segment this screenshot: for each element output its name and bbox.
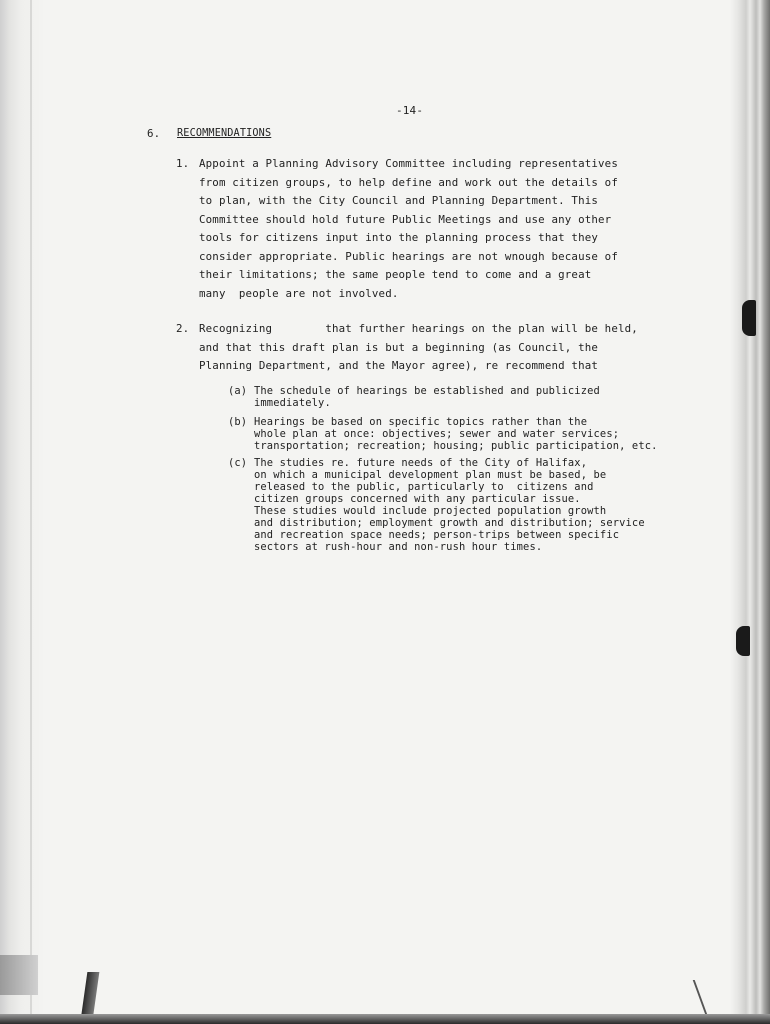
item-1-line: many people are not involved. (199, 286, 399, 300)
section-title: RECOMMENDATIONS (177, 128, 272, 139)
subitem-label: (a) (228, 385, 248, 397)
item-1-line: tools for citizens input into the planning process that they (199, 231, 599, 244)
page-stack-edge-right (730, 0, 770, 1024)
subitem-c-line: on which a municipal development plan must be based, be (254, 469, 607, 481)
subitem-label: (c) (228, 457, 248, 469)
page-number: -14- (396, 104, 424, 117)
item-2-line: and that this draft plan is but a beginning (as Council, the (199, 340, 599, 354)
item-1-line: consider appropriate. Public hearings are not wnough because of (199, 249, 618, 263)
binding-hole-lower (736, 626, 750, 656)
item-number: 1. (176, 157, 190, 170)
subitem-a-line: immediately. (254, 397, 331, 409)
subitem-label: (b) (228, 416, 248, 428)
page-fold-mark (81, 972, 100, 1020)
scan-bottom-edge (0, 1014, 770, 1024)
subitem-b-line: whole plan at once: objectives; sewer and water services; (254, 428, 620, 440)
subitem-b-line: transportation; recreation; housing; public participation, etc. (254, 440, 658, 452)
item-1-line: Appoint a Planning Advisory Committee including representatives (199, 157, 618, 170)
item-1-line: to plan, with the City Council and Planning Department. This (199, 194, 599, 207)
subitem-a-line: The schedule of hearings be established and publicized (254, 385, 600, 397)
subitem-b-line: Hearings be based on specific topics rather than the (254, 416, 588, 428)
page-edge-shadow-left (0, 0, 46, 1024)
subitem-c-line: citizen groups concerned with any particular issue. (254, 493, 581, 505)
subitem-c-line: These studies would include projected population growth (254, 505, 607, 517)
item-1-line: Committee should hold future Public Meetings and use any other (199, 212, 612, 226)
item-number: 2. (176, 322, 190, 335)
subitem-c-line: and recreation space needs; person-trips between specific (254, 529, 620, 541)
subitem-c-line: and distribution; employment growth and distribution; service (254, 517, 645, 529)
item-1-line: from citizen groups, to help define and work out the details of (199, 175, 618, 189)
item-2-line: Planning Department, and the Mayor agree), re recommend that (199, 359, 599, 372)
item-2-line: Recognizing that further hearings on the plan will be held, (199, 322, 638, 335)
subitem-c-line: The studies re. future needs of the City of Halifax, (254, 457, 588, 469)
page-edge-line (30, 0, 32, 1024)
binding-hole-upper (742, 300, 756, 336)
section-number: 6. (147, 127, 161, 140)
item-1-line: their limitations; the same people tend to come and a great (199, 268, 592, 281)
subitem-c-line: released to the public, particularly to citizens and (254, 481, 594, 493)
subitem-c-line: sectors at rush-hour and non-rush hour times. (254, 541, 543, 553)
page-corner-shadow (0, 955, 38, 995)
